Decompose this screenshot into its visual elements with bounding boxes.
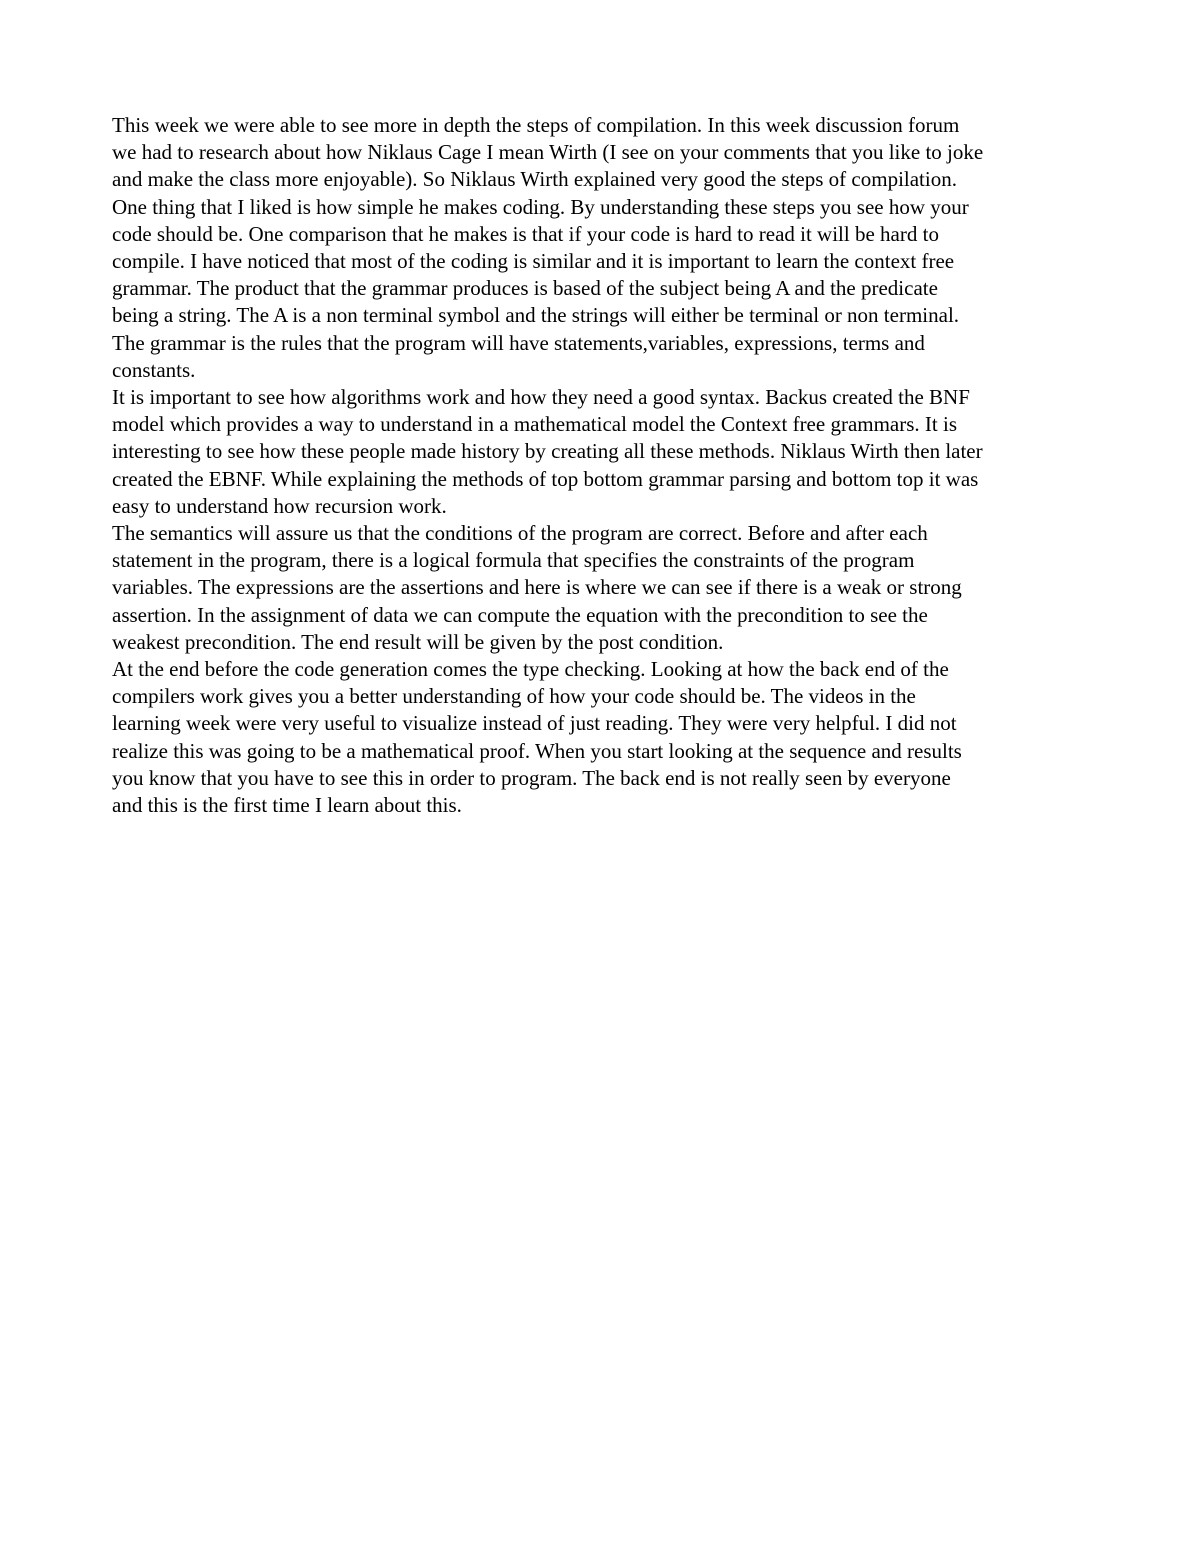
text-line: being a string. The A is a non terminal symbol and the strings will either be terminal or non terminal.	[112, 303, 960, 328]
text-line: easy to understand how recursion work.	[112, 493, 447, 518]
text-line: statement in the program, there is a logical formula that specifies the constraints of the program	[112, 548, 915, 573]
text-line: realize this was going to be a mathematical proof. When you start looking at the sequence and results	[112, 738, 962, 763]
text-line: weakest precondition. The end result will be given by the post condition.	[112, 629, 724, 654]
text-line: This week we were able to see more in depth the steps of compilation. In this week discussion forum	[112, 113, 960, 137]
document-body	[112, 112, 1102, 819]
text-line: created the EBNF. While explaining the methods of top bottom grammar parsing and bottom top it was	[112, 466, 979, 491]
text-line: compilers work gives you a better understanding of how your code should be. The videos in the	[112, 684, 916, 709]
text-line: One thing that I liked is how simple he makes coding. By understanding these steps you see how your	[112, 194, 969, 219]
text-line: we had to research about how Niklaus Cage I mean Wirth (I see on your comments that you like to joke	[112, 140, 984, 165]
text-line: code should be. One comparison that he makes is that if your code is hard to read it will be hard to	[112, 221, 939, 246]
text-line: and make the class more enjoyable). So Niklaus Wirth explained very good the steps of compilation.	[112, 167, 957, 192]
text-line: model which provides a way to understand in a mathematical model the Context free grammars. It is	[112, 412, 958, 437]
text-line: grammar. The product that the grammar produces is based of the subject being A and the predicate	[112, 276, 938, 301]
text-line: learning week were very useful to visualize instead of just reading. They were very helpful. I did not	[112, 711, 957, 736]
text-line: interesting to see how these people made history by creating all these methods. Niklaus Wirth then later	[112, 439, 983, 464]
text-line: assertion. In the assignment of data we can compute the equation with the precondition to see the	[112, 602, 928, 627]
text-line: and this is the first time I learn about this.	[112, 793, 462, 818]
text-line: It is important to see how algorithms work and how they need a good syntax. Backus created the BNF	[112, 385, 970, 410]
text-line: compile. I have noticed that most of the coding is similar and it is important to learn the context free	[112, 249, 955, 274]
text-line: variables. The expressions are the assertions and here is where we can see if there is a weak or strong	[112, 575, 962, 600]
text-line: The grammar is the rules that the program will have statements,variables, expressions, terms and	[112, 330, 925, 355]
text-line: you know that you have to see this in order to program. The back end is not really seen by everyone	[112, 765, 951, 790]
text-line: At the end before the code generation comes the type checking. Looking at how the back end of the	[112, 657, 949, 682]
text-line: The semantics will assure us that the conditions of the program are correct. Before and after each	[112, 521, 928, 546]
text-line: constants.	[112, 357, 196, 382]
